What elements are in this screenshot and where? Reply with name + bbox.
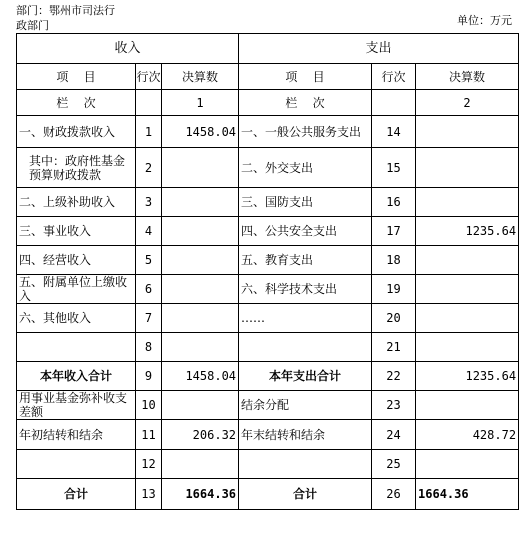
- expense-item-label: 三、国防支出: [239, 188, 372, 217]
- expense-row-number: 19: [372, 275, 416, 304]
- income-row-number: 4: [136, 217, 162, 246]
- expense-amount: [416, 391, 519, 420]
- expense-section-title: 支出: [239, 34, 519, 64]
- department-label: [16, 3, 115, 33]
- expense-item-label: [239, 450, 372, 479]
- income-item-label: 年初结转和结余: [17, 420, 136, 450]
- expense-row-number: 26: [372, 479, 416, 510]
- expense-amount-header: 决算数: [416, 64, 519, 90]
- income-amount: [162, 217, 239, 246]
- income-amount: [162, 148, 239, 188]
- table-row: [17, 304, 519, 333]
- income-amount-header: 决算数: [162, 64, 239, 90]
- expense-amount: [416, 188, 519, 217]
- income-item-label: 合计: [17, 479, 136, 510]
- income-row-number: 2: [136, 148, 162, 188]
- income-section-title: 收入: [17, 34, 239, 64]
- department-line-2: 政部门: [16, 19, 49, 32]
- income-row-number: 13: [136, 479, 162, 510]
- income-item-label: [17, 333, 136, 362]
- report-header: [0, 0, 524, 33]
- table-row: [17, 116, 519, 148]
- expense-item-label: 一、一般公共服务支出: [239, 116, 372, 148]
- income-row-number: 12: [136, 450, 162, 479]
- expense-lanci-blank: [372, 90, 416, 116]
- table-row: [17, 246, 519, 275]
- table-row: [17, 420, 519, 450]
- section-header-row: [17, 34, 519, 64]
- income-row-number: 10: [136, 391, 162, 420]
- income-amount: [162, 275, 239, 304]
- income-item-label: [17, 450, 136, 479]
- expense-item-label: 四、公共安全支出: [239, 217, 372, 246]
- expense-item-label: 结余分配: [239, 391, 372, 420]
- income-amount: [162, 304, 239, 333]
- expense-amount: 1235.64: [416, 217, 519, 246]
- income-expense-table: [16, 33, 519, 510]
- income-amount: [162, 188, 239, 217]
- expense-amount: 1235.64: [416, 362, 519, 391]
- expense-row-number: 21: [372, 333, 416, 362]
- income-row-number: 3: [136, 188, 162, 217]
- expense-row-number: 22: [372, 362, 416, 391]
- expense-item-label: 六、科学技术支出: [239, 275, 372, 304]
- table-row: [17, 362, 519, 391]
- income-item-label: 五、附属单位上缴收入: [17, 275, 136, 304]
- income-amount: [162, 450, 239, 479]
- expense-amount: 428.72: [416, 420, 519, 450]
- income-row-number: 5: [136, 246, 162, 275]
- unit-label: 单位：万元: [457, 14, 512, 27]
- income-row-number: 11: [136, 420, 162, 450]
- income-row-number: 9: [136, 362, 162, 391]
- table-row: [17, 391, 519, 420]
- expense-lanci-number: 2: [416, 90, 519, 116]
- table-row: [17, 188, 519, 217]
- table-row: [17, 479, 519, 510]
- income-item-label: 四、经营收入: [17, 246, 136, 275]
- expense-item-label: [239, 333, 372, 362]
- income-amount: 1458.04: [162, 362, 239, 391]
- expense-row-number: 18: [372, 246, 416, 275]
- expense-amount: [416, 246, 519, 275]
- income-item-label: 其中：政府性基金预算财政拨款: [17, 148, 136, 188]
- income-amount: [162, 391, 239, 420]
- expense-row-number: 20: [372, 304, 416, 333]
- expense-amount: [416, 116, 519, 148]
- table-row: [17, 450, 519, 479]
- expense-amount: [416, 304, 519, 333]
- expense-item-label: 年末结转和结余: [239, 420, 372, 450]
- income-amount: [162, 246, 239, 275]
- income-row-number: 1: [136, 116, 162, 148]
- income-row-number: 8: [136, 333, 162, 362]
- income-item-label: 一、财政拨款收入: [17, 116, 136, 148]
- income-lanci-blank: [136, 90, 162, 116]
- expense-amount: [416, 450, 519, 479]
- expense-item-label: 五、教育支出: [239, 246, 372, 275]
- income-item-label: 二、上级补助收入: [17, 188, 136, 217]
- expense-item-label: 二、外交支出: [239, 148, 372, 188]
- expense-row-number: 23: [372, 391, 416, 420]
- expense-amount: [416, 148, 519, 188]
- expense-amount: [416, 333, 519, 362]
- income-item-label: 用事业基金弥补收支差额: [17, 391, 136, 420]
- income-row-number: 7: [136, 304, 162, 333]
- expense-amount: 1664.36: [416, 479, 519, 510]
- table-row: [17, 275, 519, 304]
- income-lanci-number: 1: [162, 90, 239, 116]
- income-amount: 206.32: [162, 420, 239, 450]
- expense-row-no-header: 行次: [372, 64, 416, 90]
- income-row-no-header: 行次: [136, 64, 162, 90]
- expense-row-number: 16: [372, 188, 416, 217]
- expense-row-number: 14: [372, 116, 416, 148]
- expense-item-header: 项 目: [239, 64, 372, 90]
- expense-row-number: 15: [372, 148, 416, 188]
- income-item-header: 项 目: [17, 64, 136, 90]
- income-amount: 1664.36: [162, 479, 239, 510]
- income-item-label: 六、其他收入: [17, 304, 136, 333]
- income-amount: 1458.04: [162, 116, 239, 148]
- income-item-label: 本年收入合计: [17, 362, 136, 391]
- expense-item-label: 本年支出合计: [239, 362, 372, 391]
- income-amount: [162, 333, 239, 362]
- expense-item-label: 合计: [239, 479, 372, 510]
- expense-amount: [416, 275, 519, 304]
- expense-row-number: 17: [372, 217, 416, 246]
- table-row: [17, 333, 519, 362]
- table-body: [17, 116, 519, 510]
- expense-item-label: ……: [239, 304, 372, 333]
- income-row-number: 6: [136, 275, 162, 304]
- expense-row-number: 24: [372, 420, 416, 450]
- department-line-1: 部门：鄂州市司法行: [16, 4, 115, 17]
- income-lanci-label: 栏 次: [17, 90, 136, 116]
- column-number-row: [17, 90, 519, 116]
- table-row: [17, 217, 519, 246]
- income-item-label: 三、事业收入: [17, 217, 136, 246]
- table-row: [17, 148, 519, 188]
- expense-row-number: 25: [372, 450, 416, 479]
- column-header-row: [17, 64, 519, 90]
- expense-lanci-label: 栏 次: [239, 90, 372, 116]
